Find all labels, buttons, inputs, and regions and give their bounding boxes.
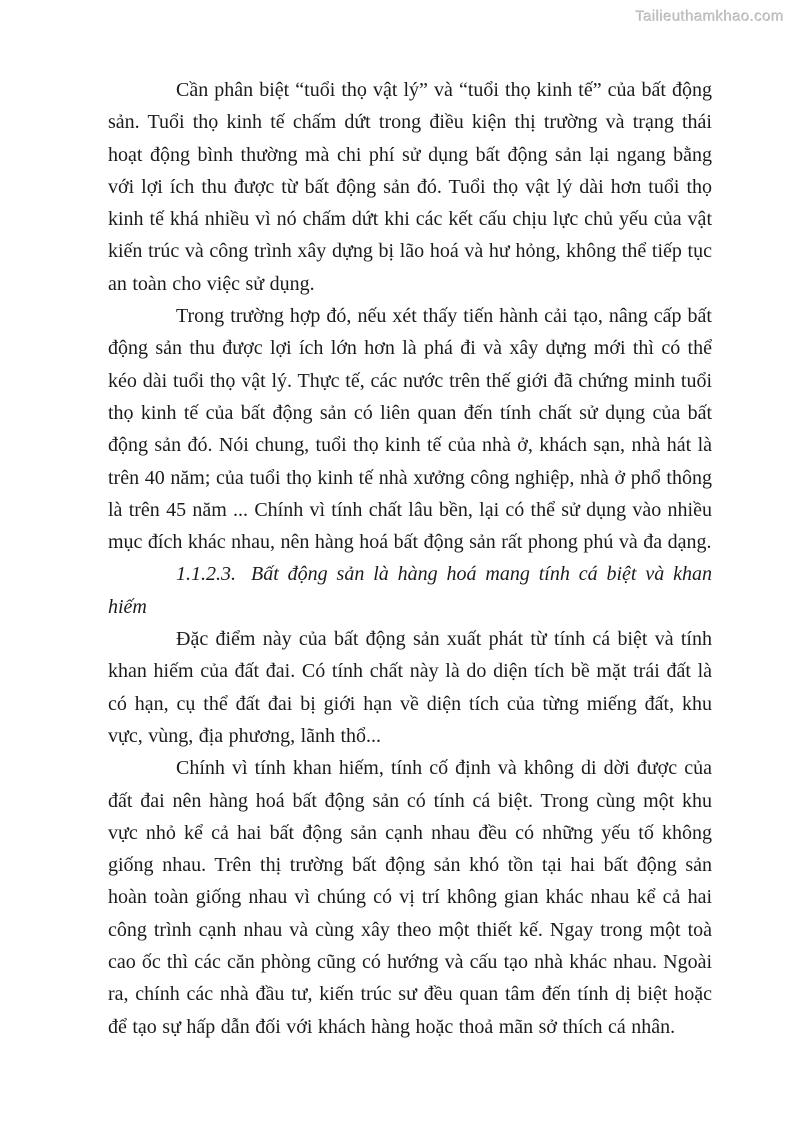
section-heading [108,558,712,623]
document-content [108,74,712,1043]
paragraph-physical-vs-economic-life: Cần phân biệt “tuổi thọ vật lý” và “tuổi thọ kinh tế” của bất động sản. Tuổi thọ kinh tế chấm dứt trong điều kiện thị trường và trạng thái hoạt động bình thường mà chi phí sử dụng bất động sản lại ngang bằng với lợi ích thu được từ bất động sản đó. Tuổi thọ vật lý dài hơn tuổi thọ kinh tế khá nhiều vì nó chấm dứt khi các kết cấu chịu lực chủ yếu của vật kiến trúc và công trình xây dựng bị lão hoá và hư hỏng, không thể tiếp tục an toàn cho việc sử dụng. [108,79,712,295]
paragraph-uniqueness-of-real-estate: Chính vì tính khan hiếm, tính cố định và không di dời được của đất đai nên hàng hoá bất động sản có tính cá biệt. Trong cùng một khu vực nhỏ kể cả hai bất động sản cạnh nhau đều có những yếu tố không giống nhau. Trên thị trường bất động sản khó tồn tại hai bất động sản hoàn toàn giống nhau vì chúng có vị trí không gian khác nhau kể cả hai công trình cạnh nhau và cùng xây theo một thiết kế. Ngay trong một toà cao ốc thì các căn phòng cũng có hướng và cấu tạo nhà khác nhau. Ngoài ra, chính các nhà đầu tư, kiến trúc sư đều quan tâm đến tính dị biệt hoặc để tạo sự hấp dẫn đối với khách hàng hoặc thoả mãn sở thích cá nhân. [108,757,712,1038]
section-heading-title: Bất động sản là hàng hoá mang tính cá biệt và khan hiếm [108,563,712,618]
section-heading-number: 1.1.2.3. [176,563,236,586]
paragraph-scarcity-of-land: Đặc điểm này của bất động sản xuất phát từ tính cá biệt và tính khan hiếm của đất đai. Có tính chất này là do diện tích bề mặt trái đất là có hạn, cụ thể đất đai bị giới hạn về diện tích của từng miếng đất, khu vực, vùng, địa phương, lãnh thổ... [108,628,712,747]
watermark-text: Tailieuthamkhao.com [635,8,784,25]
paragraph-renovation-economic-life: Trong trường hợp đó, nếu xét thấy tiến hành cải tạo, nâng cấp bất động sản thu được lợi ích lớn hơn là phá đi và xây dựng mới thì có thể kéo dài tuổi thọ vật lý. Thực tế, các nước trên thế giới đã chứng minh tuổi thọ kinh tế của bất động sản có liên quan đến tính chất sử dụng của bất động sản đó. Nói chung, tuổi thọ kinh tế của nhà ở, khách sạn, nhà hát là trên 40 năm; của tuổi thọ kinh tế nhà xưởng công nghiệp, nhà ở phổ thông là trên 45 năm ... Chính vì tính chất lâu bền, lại có thể sử dụng vào nhiều mục đích khác nhau, nên hàng hoá bất động sản rất phong phú và đa dạng. [108,305,712,554]
